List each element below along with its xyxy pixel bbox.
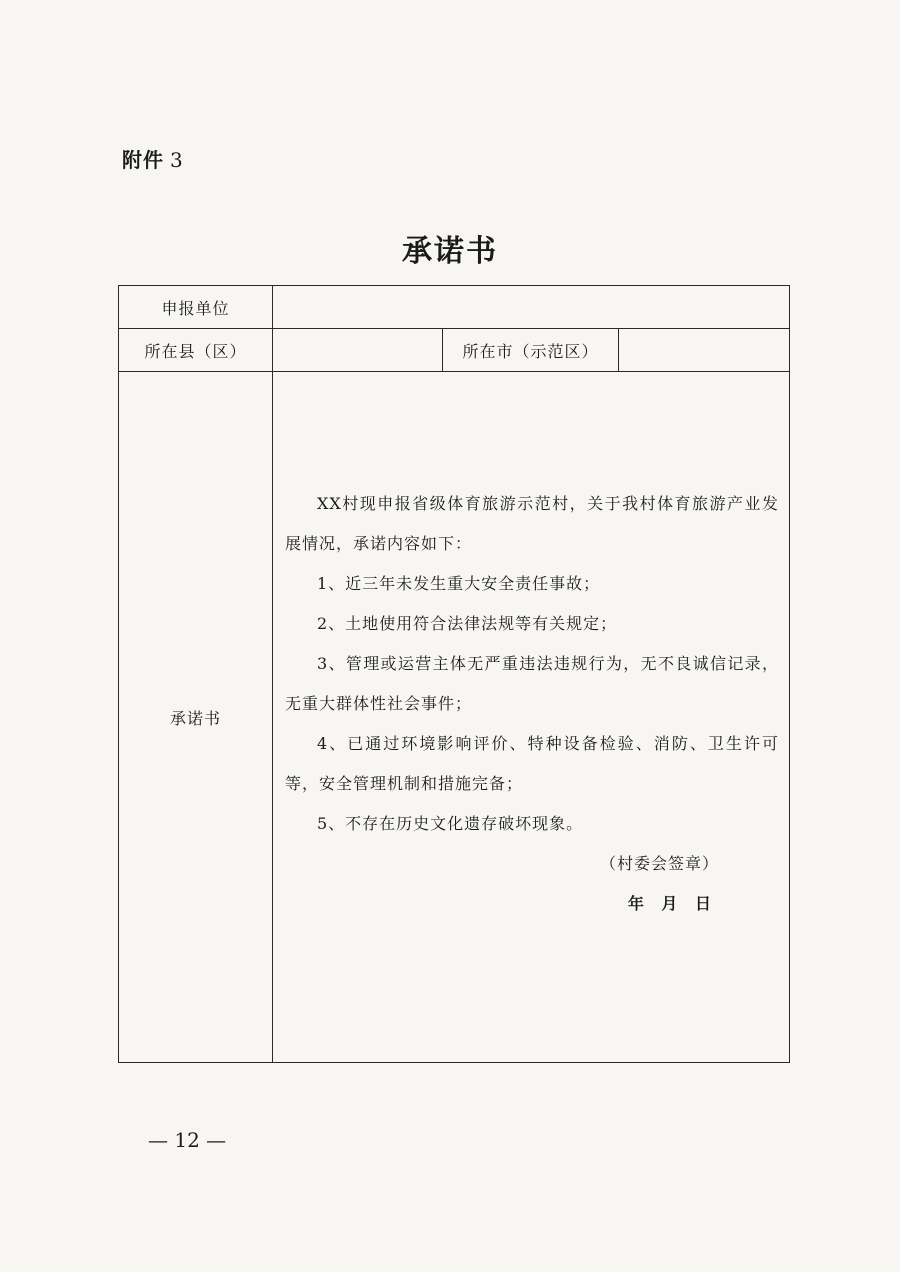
pledge-item-3: 3、管理或运营主体无严重违法违规行为，无不良诚信记录，无重大群体性社会事件； bbox=[285, 654, 780, 713]
signature-line: （村委会签章） bbox=[600, 854, 720, 873]
pledge-item-2: 2、土地使用符合法律法规等有关规定； bbox=[317, 614, 618, 633]
pledge-intro: XX村现申报省级体育旅游示范村，关于我村体育旅游产业发展情况，承诺内容如下： bbox=[285, 494, 780, 553]
date-line: 年 月 日 bbox=[627, 894, 718, 913]
unit-label: 申报单位 bbox=[119, 286, 273, 329]
attachment-text: 附件 bbox=[122, 148, 164, 172]
pledge-label: 承诺书 bbox=[119, 372, 273, 1063]
city-field[interactable] bbox=[619, 329, 790, 372]
county-field[interactable] bbox=[273, 329, 443, 372]
pledge-content-cell bbox=[273, 372, 790, 1063]
city-label: 所在市（示范区） bbox=[443, 329, 619, 372]
unit-field[interactable] bbox=[273, 286, 790, 329]
pledge-item-5: 5、不存在历史文化遗存破坏现象。 bbox=[317, 814, 584, 833]
pledge-item-1: 1、近三年未发生重大安全责任事故； bbox=[317, 574, 601, 593]
pledge-content bbox=[285, 484, 779, 924]
page-number: — 12 — bbox=[148, 1128, 227, 1152]
county-label: 所在县（区） bbox=[119, 329, 273, 372]
pledge-item-4: 4、已通过环境影响评价、特种设备检验、消防、卫生许可等，安全管理机制和措施完备； bbox=[285, 734, 780, 793]
page-title: 承诺书 bbox=[402, 234, 498, 269]
attachment-number: 3 bbox=[170, 148, 184, 172]
pledge-form-table bbox=[118, 285, 790, 1063]
attachment-label bbox=[122, 144, 184, 173]
